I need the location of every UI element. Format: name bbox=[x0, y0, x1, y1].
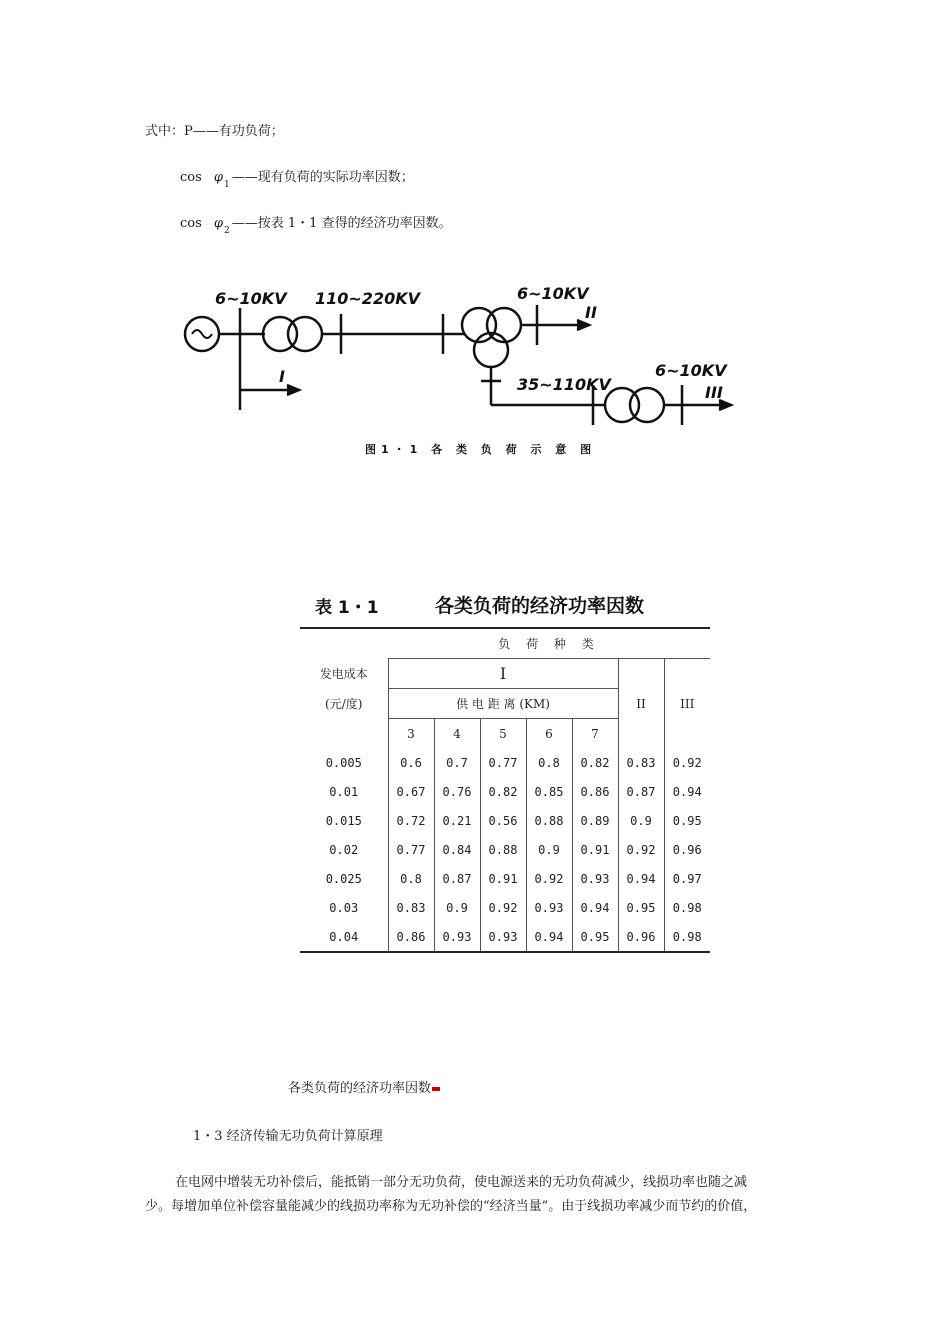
load-label-III: III bbox=[705, 383, 723, 402]
value-cell: 0.92 bbox=[526, 864, 572, 893]
value-cell: 0.9 bbox=[526, 835, 572, 864]
subscript: 1 bbox=[224, 180, 230, 190]
value-cell: 0.95 bbox=[572, 922, 618, 952]
value-cell: 0.82 bbox=[480, 777, 526, 806]
value-cell: 0.93 bbox=[434, 922, 480, 952]
cost-cell: 0.025 bbox=[325, 871, 362, 886]
header-I: I bbox=[388, 659, 618, 689]
value-cell: 0.56 bbox=[480, 806, 526, 835]
value-cell: 0.8 bbox=[388, 864, 434, 893]
value-cell: 0.9 bbox=[434, 893, 480, 922]
value-cell: 0.21 bbox=[434, 806, 480, 835]
diagram-caption: 图1・1 各 类 负 荷 示 意 图 bbox=[365, 443, 597, 456]
value-cell: 0.84 bbox=[434, 835, 480, 864]
value-cell: 0.86 bbox=[388, 922, 434, 952]
distance-cell: 4 bbox=[434, 719, 480, 749]
value-cell: 0.87 bbox=[618, 777, 664, 806]
value-cell: 0.89 bbox=[572, 806, 618, 835]
cost-cell: 0.04 bbox=[329, 929, 359, 944]
header-II: II bbox=[618, 659, 664, 749]
value-cell: 0.98 bbox=[664, 893, 710, 922]
cost-cell: 0.005 bbox=[325, 755, 362, 770]
value-cell: 0.92 bbox=[480, 893, 526, 922]
value-cell: 0.86 bbox=[572, 777, 618, 806]
distance-cell: 7 bbox=[572, 719, 618, 749]
paragraph-line: 少。每增加单位补偿容量能减少的线损功率称为无功补偿的“经济当量”。由于线损功率减少而节约的价值， bbox=[145, 1199, 757, 1214]
value-cell: 0.91 bbox=[572, 835, 618, 864]
formula-desc: ——按表 1・1 查得的经济功率因数。 bbox=[231, 216, 452, 231]
formula-line-cos-phi1 bbox=[180, 170, 414, 190]
value-cell: 0.77 bbox=[480, 748, 526, 777]
table-number: 表 1・1 bbox=[315, 598, 379, 618]
value-cell: 0.87 bbox=[434, 864, 480, 893]
data-table bbox=[300, 627, 710, 953]
table-row bbox=[300, 835, 710, 864]
value-cell: 0.6 bbox=[388, 748, 434, 777]
value-cell: 0.96 bbox=[618, 922, 664, 952]
transformer-icon bbox=[288, 317, 322, 351]
value-cell: 0.8 bbox=[526, 748, 572, 777]
label-110-220kv: 110~220KV bbox=[315, 289, 420, 308]
table-caption bbox=[288, 1082, 440, 1095]
formula-line-p: 式中：P——有功负荷； bbox=[145, 124, 284, 139]
distance-cell: 5 bbox=[480, 719, 526, 749]
table-row bbox=[300, 893, 710, 922]
header-cost: 发电成本 bbox=[319, 667, 368, 681]
value-cell: 0.94 bbox=[526, 922, 572, 952]
value-cell: 0.94 bbox=[572, 893, 618, 922]
value-cell: 0.76 bbox=[434, 777, 480, 806]
header-load-type: 负 荷 种 类 bbox=[388, 628, 710, 659]
subscript: 2 bbox=[224, 226, 230, 236]
value-cell: 0.82 bbox=[572, 748, 618, 777]
cost-cell: 0.03 bbox=[329, 900, 359, 915]
label-6-10kv-right: 6~10KV bbox=[655, 361, 727, 380]
table-row bbox=[300, 777, 710, 806]
formula-line-cos-phi2 bbox=[180, 216, 452, 236]
value-cell: 0.77 bbox=[388, 835, 434, 864]
value-cell: 0.91 bbox=[480, 864, 526, 893]
value-cell: 0.83 bbox=[388, 893, 434, 922]
section-heading: 1・3 经济传输无功负荷计算原理 bbox=[193, 1129, 383, 1144]
red-marker bbox=[432, 1087, 440, 1091]
value-cell: 0.83 bbox=[618, 748, 664, 777]
value-cell: 0.88 bbox=[526, 806, 572, 835]
load-label-II: II bbox=[585, 303, 597, 322]
load-label-I: I bbox=[279, 367, 285, 386]
transformer-icon bbox=[487, 308, 521, 342]
value-cell: 0.88 bbox=[480, 835, 526, 864]
header-cost-unit: (元/度) bbox=[325, 697, 363, 711]
load-diagram bbox=[175, 268, 735, 473]
header-III: III bbox=[664, 659, 710, 749]
value-cell: 0.94 bbox=[664, 777, 710, 806]
cost-cell: 0.015 bbox=[325, 813, 362, 828]
cos-label: cos bbox=[180, 216, 202, 231]
value-cell: 0.92 bbox=[664, 748, 710, 777]
label-35-110kv: 35~110KV bbox=[517, 375, 611, 394]
formula-desc: ——现有负荷的实际功率因数； bbox=[231, 170, 414, 185]
cost-cell: 0.01 bbox=[329, 784, 359, 799]
value-cell: 0.96 bbox=[664, 835, 710, 864]
transformer-icon bbox=[630, 388, 664, 422]
value-cell: 0.67 bbox=[388, 777, 434, 806]
value-cell: 0.93 bbox=[526, 893, 572, 922]
value-cell: 0.95 bbox=[664, 806, 710, 835]
value-cell: 0.93 bbox=[572, 864, 618, 893]
cost-cell: 0.02 bbox=[329, 842, 359, 857]
body-paragraph bbox=[145, 1171, 815, 1219]
paragraph-line: 在电网中增装无功补偿后，能抵销一部分无功负荷，使电源送来的无功负荷减少，线损功率也随之减 bbox=[175, 1175, 748, 1190]
economic-power-factor-table bbox=[290, 585, 715, 990]
value-cell: 0.94 bbox=[618, 864, 664, 893]
phi-symbol: φ bbox=[213, 216, 224, 231]
table-row bbox=[300, 806, 710, 835]
distance-cell: 3 bbox=[388, 719, 434, 749]
value-cell: 0.7 bbox=[434, 748, 480, 777]
phi-symbol: φ bbox=[213, 170, 224, 185]
cos-label: cos bbox=[180, 170, 202, 185]
label-6-10kv-left: 6~10KV bbox=[215, 289, 287, 308]
value-cell: 0.93 bbox=[480, 922, 526, 952]
table-caption-text: 各类负荷的经济功率因数 bbox=[288, 1081, 432, 1096]
table-row bbox=[300, 922, 710, 952]
table-row bbox=[300, 864, 710, 893]
value-cell: 0.97 bbox=[664, 864, 710, 893]
value-cell: 0.92 bbox=[618, 835, 664, 864]
table-row bbox=[300, 748, 710, 777]
value-cell: 0.9 bbox=[618, 806, 664, 835]
value-cell: 0.95 bbox=[618, 893, 664, 922]
distance-cell: 6 bbox=[526, 719, 572, 749]
table-title: 各类负荷的经济功率因数 bbox=[435, 595, 645, 617]
header-distance: 供 电 距 离 (KM) bbox=[388, 689, 618, 719]
value-cell: 0.98 bbox=[664, 922, 710, 952]
value-cell: 0.85 bbox=[526, 777, 572, 806]
label-6-10kv-top: 6~10KV bbox=[517, 284, 589, 303]
value-cell: 0.72 bbox=[388, 806, 434, 835]
